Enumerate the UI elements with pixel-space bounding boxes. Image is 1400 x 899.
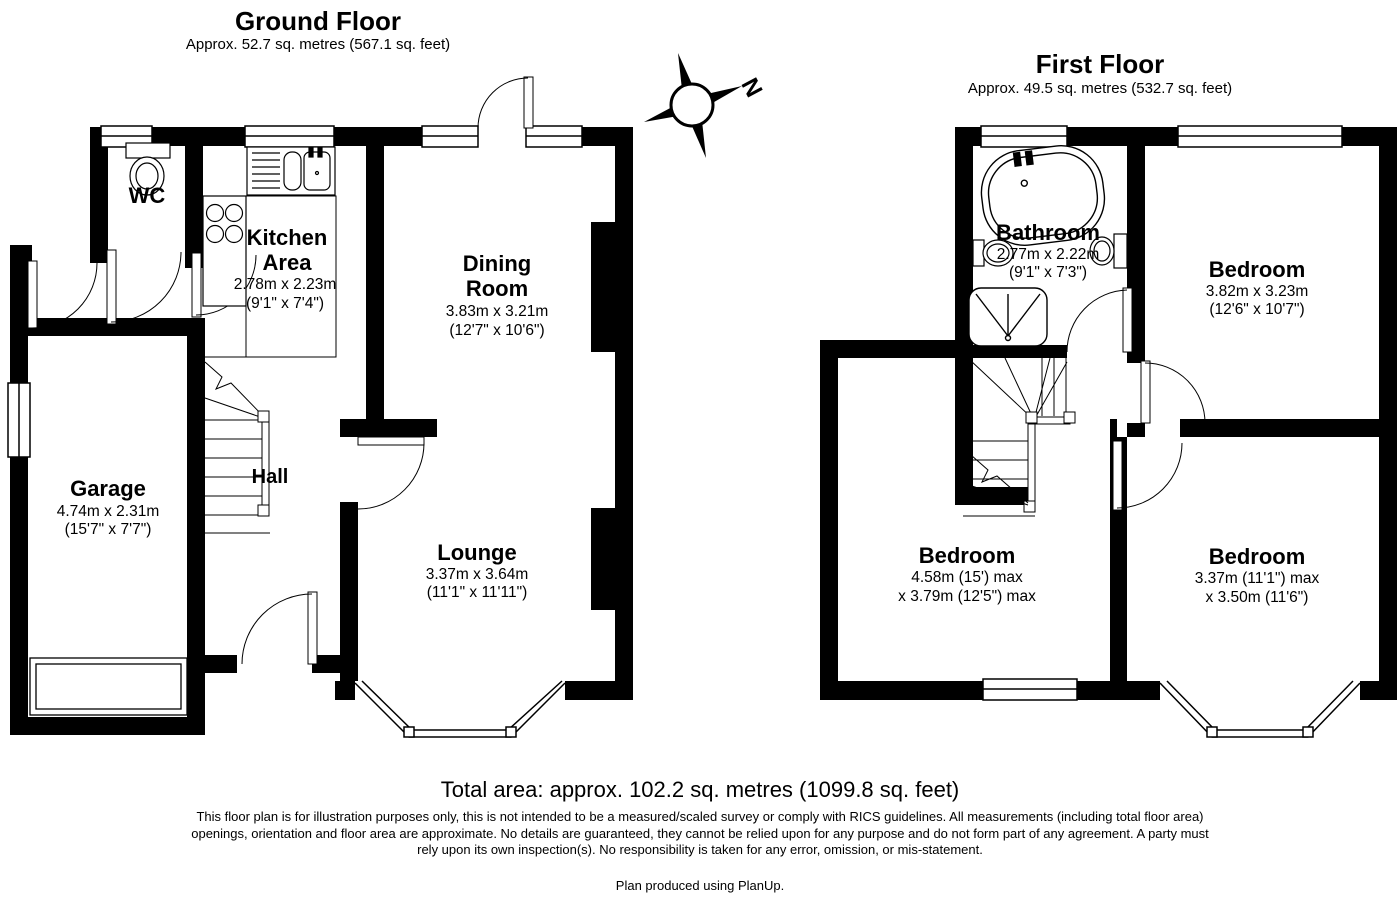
room-dims-bedroom-back-left-metric: 4.58m (15') max xyxy=(911,569,1023,586)
room-dims-bathroom-metric: 2.77m x 2.22m xyxy=(996,246,1100,263)
window-bedroom-front xyxy=(1178,126,1342,147)
back-door xyxy=(242,592,317,664)
first-floor-plan xyxy=(820,126,1397,737)
room-dims-kitchen-metric: 2.78m x 2.23m xyxy=(233,276,337,293)
window-kitchen xyxy=(245,126,334,147)
room-dims-bathroom-imperial: (9'1" x 7'3") xyxy=(1008,264,1088,281)
first-floor-subtitle: Approx. 49.5 sq. metres (532.7 sq. feet) xyxy=(967,80,1233,97)
room-dims-dining-imperial: (12'7" x 10'6") xyxy=(449,322,545,339)
bay-window-bedroom xyxy=(1160,681,1360,737)
room-label-dining: Dining Room xyxy=(462,251,532,301)
kitchen-sink-icon xyxy=(247,147,335,195)
window-bathroom xyxy=(981,126,1067,147)
room-dims-bedroom-back-right-metric: 3.37m (11'1") max xyxy=(1194,570,1320,587)
room-dims-lounge-imperial: (11'1" x 11'11") xyxy=(426,584,528,601)
window-dining-2 xyxy=(526,126,582,147)
wc-door xyxy=(107,250,181,324)
room-label-bathroom: Bathroom xyxy=(996,220,1100,245)
room-dims-garage-imperial: (15'7" x 7'7") xyxy=(64,521,152,538)
room-dims-bedroom-front-imperial: (12'6" x 10'7") xyxy=(1209,301,1305,318)
chimney-breast-lounge xyxy=(591,508,617,610)
front-door xyxy=(478,77,533,128)
chimney-breast-dining xyxy=(591,222,617,352)
window-dining-1 xyxy=(422,126,478,147)
room-label-garage: Garage xyxy=(70,476,146,501)
side-door xyxy=(28,261,97,328)
compass-rose xyxy=(644,53,767,158)
bedroom-front-door xyxy=(1141,361,1205,423)
first-floor-title: First Floor xyxy=(1035,49,1165,79)
total-area-text: Total area: approx. 102.2 sq. metres (1099.8 sq. feet) xyxy=(440,777,960,802)
producer-text: Plan produced using PlanUp. xyxy=(615,878,785,893)
window-garage xyxy=(8,383,30,457)
room-label-bedroom-back-right: Bedroom xyxy=(1208,544,1306,569)
ground-floor-title: Ground Floor xyxy=(234,6,402,36)
stairs-up-arrow xyxy=(205,362,266,419)
room-label-kitchen: Kitchen Area xyxy=(246,225,328,275)
room-dims-kitchen-imperial: (9'1" x 7'4") xyxy=(245,295,325,312)
room-dims-bedroom-front-metric: 3.82m x 3.23m xyxy=(1205,283,1309,300)
room-dims-garage-metric: 4.74m x 2.31m xyxy=(56,503,160,520)
bath-taps-icon xyxy=(1014,153,1022,167)
room-label-hall: Hall xyxy=(251,466,289,488)
room-label-wc: WC xyxy=(128,183,166,208)
ground-floor-plan xyxy=(8,77,633,737)
lounge-door xyxy=(358,437,424,509)
room-dims-dining-metric: 3.83m x 3.21m xyxy=(445,303,549,320)
garage-door xyxy=(30,658,187,715)
staircase-ground xyxy=(205,362,270,533)
room-label-bedroom-back-left: Bedroom xyxy=(918,543,1016,568)
ground-floor-subtitle: Approx. 52.7 sq. metres (567.1 sq. feet) xyxy=(185,36,451,53)
room-label-lounge: Lounge xyxy=(437,540,517,565)
window-bedroom-back-left xyxy=(983,679,1077,700)
shower-icon xyxy=(969,288,1047,346)
room-dims-bedroom-back-right-imperial: x 3.50m (11'6") xyxy=(1205,589,1309,606)
first-walls xyxy=(820,127,1397,700)
compass-north-label: N xyxy=(735,73,768,102)
disclaimer-text: This floor plan is for illustration purposes only, this is not intended to be a measured/scaled survey or comply with RICS guidelines. All measurements (including total floor area) openings, orientation and floor area are approximate. No details are guaranteed, they cannot be relied upon for any purpose and do not form part of any agreement. A party must rely upon its own inspection(s). No responsibility is taken for any error, omission, or mis-statement. xyxy=(191,809,1209,857)
bay-window-lounge xyxy=(355,681,565,737)
room-dims-lounge-metric: 3.37m x 3.64m xyxy=(425,566,529,583)
room-dims-bedroom-back-left-imperial: x 3.79m (12'5") max xyxy=(898,588,1036,605)
room-label-bedroom-front: Bedroom xyxy=(1208,257,1306,282)
bathroom-door xyxy=(1067,288,1132,352)
ground-walls xyxy=(10,127,633,735)
